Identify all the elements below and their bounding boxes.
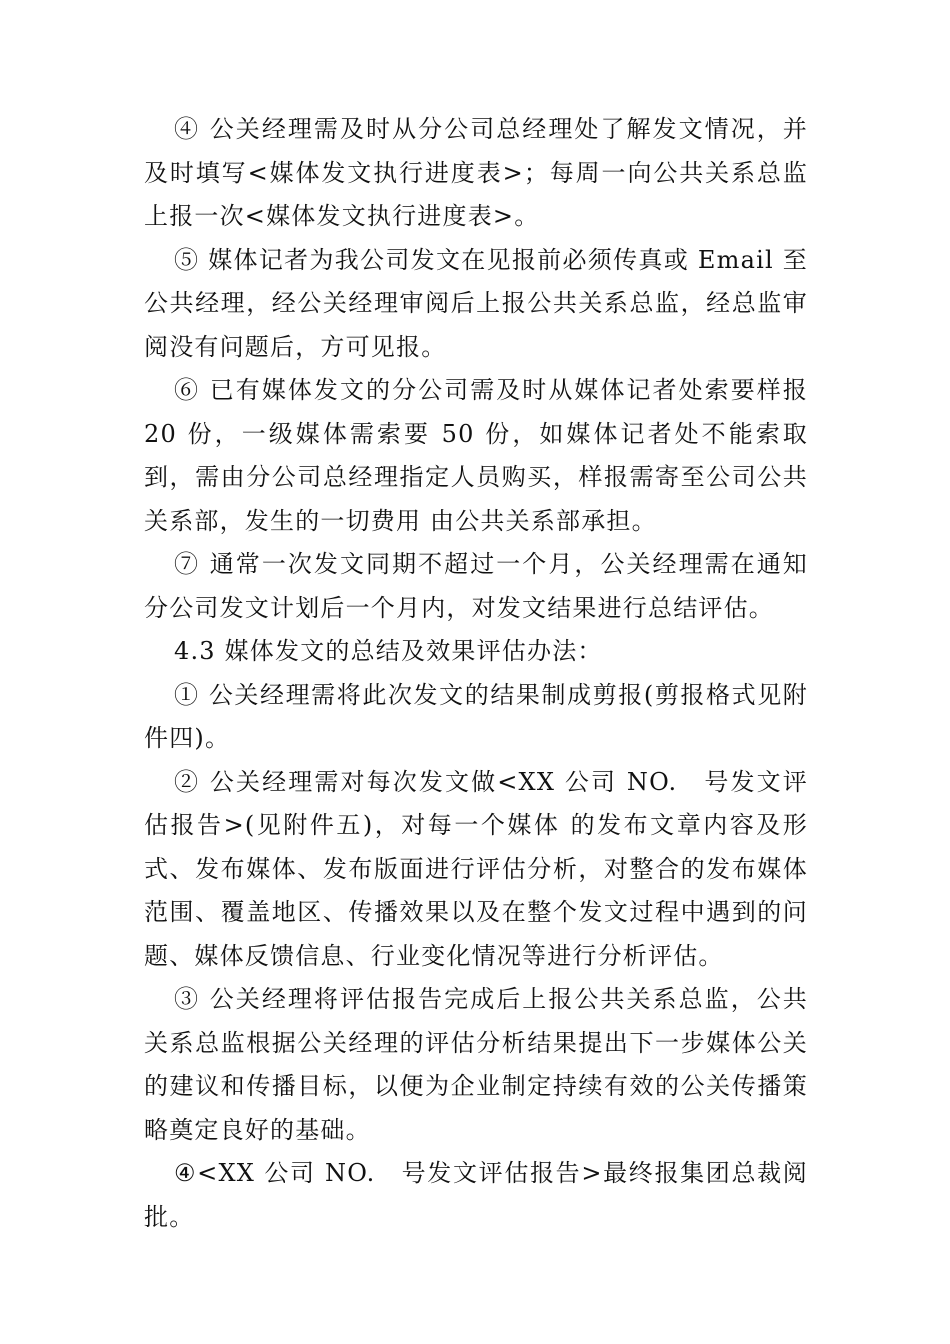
paragraph-item-6-sample-papers: ⑥ 已有媒体发文的分公司需及时从媒体记者处索要样报 20 份，一级媒体需索要 50 份，如媒体记者处不能索取到，需由分公司总经理指定人员购买，样报需寄至公司公共关系部，发生的一切费用 由公共关系部承担。 (144, 376, 808, 535)
paragraph-eval-4-ceo-approval: ④<XX 公司 NO. 号发文评估报告>最终报集团总裁阅批。 (144, 1159, 808, 1231)
paragraph-eval-2-assessment-report: ② 公关经理需对每次发文做<XX 公司 NO. 号发文评估报告>(见附件五)，对每一个媒体 的发布文章内容及形式、发布媒体、发布版面进行评估分析，对整合的发布媒体范围、覆盖地区、传播效果以及在整个发文过程中遇到的问题、媒体反馈信息、行业变化情况等进行分析评估。 (144, 767, 808, 970)
paragraph-item-5-preview-review: ⑤ 媒体记者为我公司发文在见报前必须传真或 Email 至公共经理，经公关经理审阅后上报公共关系总监，经总监审阅没有问题后，方可见报。 (144, 245, 808, 361)
paragraph-item-7-release-period: ⑦ 通常一次发文同期不超过一个月，公关经理需在通知分公司发文计划后一个月内，对发文结果进行总结评估。 (144, 550, 808, 622)
paragraph-eval-3-submit-director: ③ 公关经理将评估报告完成后上报公共关系总监，公共关系总监根据公关经理的评估分析结果提出下一步媒体公关的建议和传播目标，以便为企业制定持续有效的公关传播策略奠定良好的基础。 (144, 985, 808, 1144)
document-page (144, 108, 808, 1239)
paragraph-item-4-progress-report: ④ 公关经理需及时从分公司总经理处了解发文情况，并及时填写<媒体发文执行进度表>；每周一向公共关系总监上报一次<媒体发文执行进度表>。 (144, 115, 808, 230)
section-heading-4-3: 4.3 媒体发文的总结及效果评估办法： (174, 637, 603, 665)
paragraph-eval-1-clippings: ① 公关经理需将此次发文的结果制成剪报(剪报格式见附件四)。 (144, 680, 808, 752)
